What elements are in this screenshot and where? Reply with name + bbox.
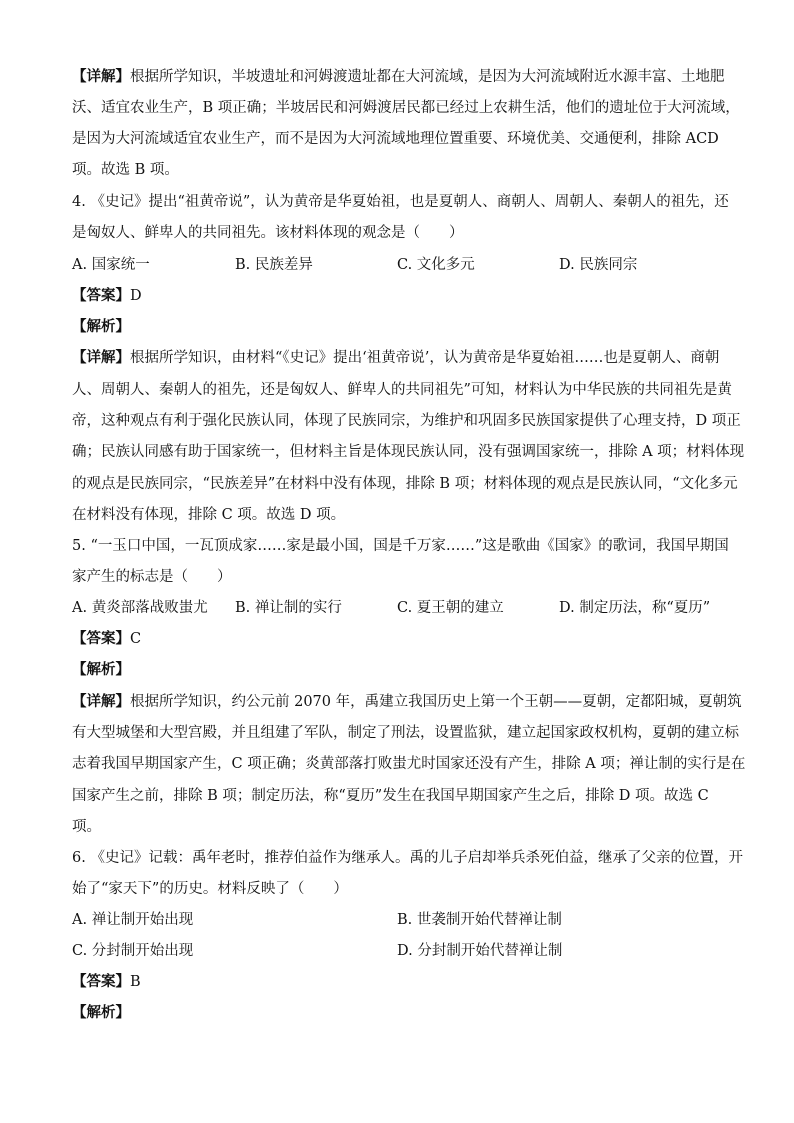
q4-detail-line: 确；民族认同感有助于国家统一，但材料主旨是体现民族认同，没有强调国家统一，排除 A 项；材料体现: [72, 444, 745, 460]
q4-detail-line: 帝，这种观点有利于强化民族认同，体现了民族同宗，为维护和巩固多民族国家提供了心理支持，D 项正: [72, 413, 741, 429]
q6-answer: 【答案】B: [72, 973, 141, 990]
q5-detail-line: 有大型城堡和大型宫殿，并且组建了军队，制定了刑法，设置监狱，建立起国家政权机构，夏朝的建立标: [72, 725, 739, 741]
question-4-stem: 是匈奴人、鲜卑人的共同祖先。该材料体现的观念是（ ）: [72, 225, 464, 241]
q4-option-b: B. 民族差异: [235, 257, 313, 273]
q5-detail-line: 项。: [72, 819, 101, 835]
q4-option-c: C. 文化多元: [397, 257, 475, 273]
q6-option-a: A. 禅让制开始出现: [72, 912, 194, 928]
q4-detail-line: 的观点是民族同宗，“民族差异”在材料中没有体现，排除 B 项；材料体现的观点是民族认同，“文化多元: [72, 476, 738, 492]
q5-analysis-tag: 【解析】: [72, 661, 130, 678]
detail-line: 【详解】根据所学知识，半坡遗址和河姆渡遗址都在大河流域，是因为大河流域附近水源丰富、土地肥: [72, 68, 725, 85]
q4-option-a: A. 国家统一: [72, 257, 150, 273]
q5-option-c: C. 夏王朝的建立: [397, 600, 504, 616]
q5-detail-line: 【详解】根据所学知识，约公元前 2070 年，禹建立我国历史上第一个王朝——夏朝，定都阳城，夏朝筑: [72, 693, 742, 710]
detail-line: 是因为大河流域适宜农业生产，而不是因为大河流域地理位置重要、环境优美、交通便利，排除 ACD: [72, 131, 719, 147]
q5-option-a: A. 黄炎部落战败蚩尤: [72, 600, 208, 616]
question-5-stem: 家产生的标志是（ ）: [72, 569, 232, 585]
q5-detail-line: 国家产生之前，排除 B 项；制定历法，称“夏历”发生在我国早期国家产生之后，排除 D 项。故选 C: [72, 788, 709, 804]
q4-analysis-tag: 【解析】: [72, 318, 130, 335]
q5-option-b: B. 禅让制的实行: [235, 600, 342, 616]
q4-option-d: D. 民族同宗: [559, 257, 638, 273]
q4-answer: 【答案】D: [72, 287, 142, 304]
question-5-stem: 5. “一玉口中国，一瓦顶成家……家是最小国，国是千万家……”这是歌曲《国家》的歌词，我国早期国: [72, 538, 729, 554]
question-6-stem: 始了“家天下”的历史。材料反映了（ ）: [72, 881, 348, 897]
q5-answer: 【答案】C: [72, 630, 142, 647]
q6-analysis-tag: 【解析】: [72, 1004, 130, 1021]
q5-option-d: D. 制定历法，称“夏历”: [559, 600, 711, 616]
q6-option-b: B. 世袭制开始代替禅让制: [397, 912, 562, 928]
q6-option-d: D. 分封制开始代替禅让制: [397, 943, 563, 959]
q4-detail-line: 在材料没有体现，排除 C 项。故选 D 项。: [72, 507, 346, 523]
detail-tag: 【详解】: [72, 68, 130, 85]
question-6-stem: 6. 《史记》记载：禹年老时，推荐伯益作为继承人。禹的儿子启却举兵杀死伯益，继承了父亲的位置，开: [72, 850, 743, 866]
detail-line: 项。故选 B 项。: [72, 162, 179, 178]
q4-detail-line: 人、周朝人、秦朝人的祖先，还是匈奴人、鲜卑人的共同祖先”可知，材料认为中华民族的共同祖先是黄: [72, 382, 732, 398]
q4-detail-line: 【详解】根据所学知识，由材料“《史记》提出‘祖黄帝说’，认为黄帝是华夏始祖……也是夏朝人、商朝: [72, 349, 720, 366]
detail-line: 沃、适宜农业生产，B 项正确；半坡居民和河姆渡居民都已经过上农耕生活，他们的遗址位于大河流域，: [72, 100, 740, 116]
question-4-stem: 4. 《史记》提出“祖黄帝说”，认为黄帝是华夏始祖，也是夏朝人、商朝人、周朝人、秦朝人的祖先，还: [72, 194, 729, 210]
q5-detail-line: 志着我国早期国家产生，C 项正确；炎黄部落打败蚩尤时国家还没有产生，排除 A 项；禅让制的实行是在: [72, 756, 746, 772]
q6-option-c: C. 分封制开始出现: [72, 943, 194, 959]
